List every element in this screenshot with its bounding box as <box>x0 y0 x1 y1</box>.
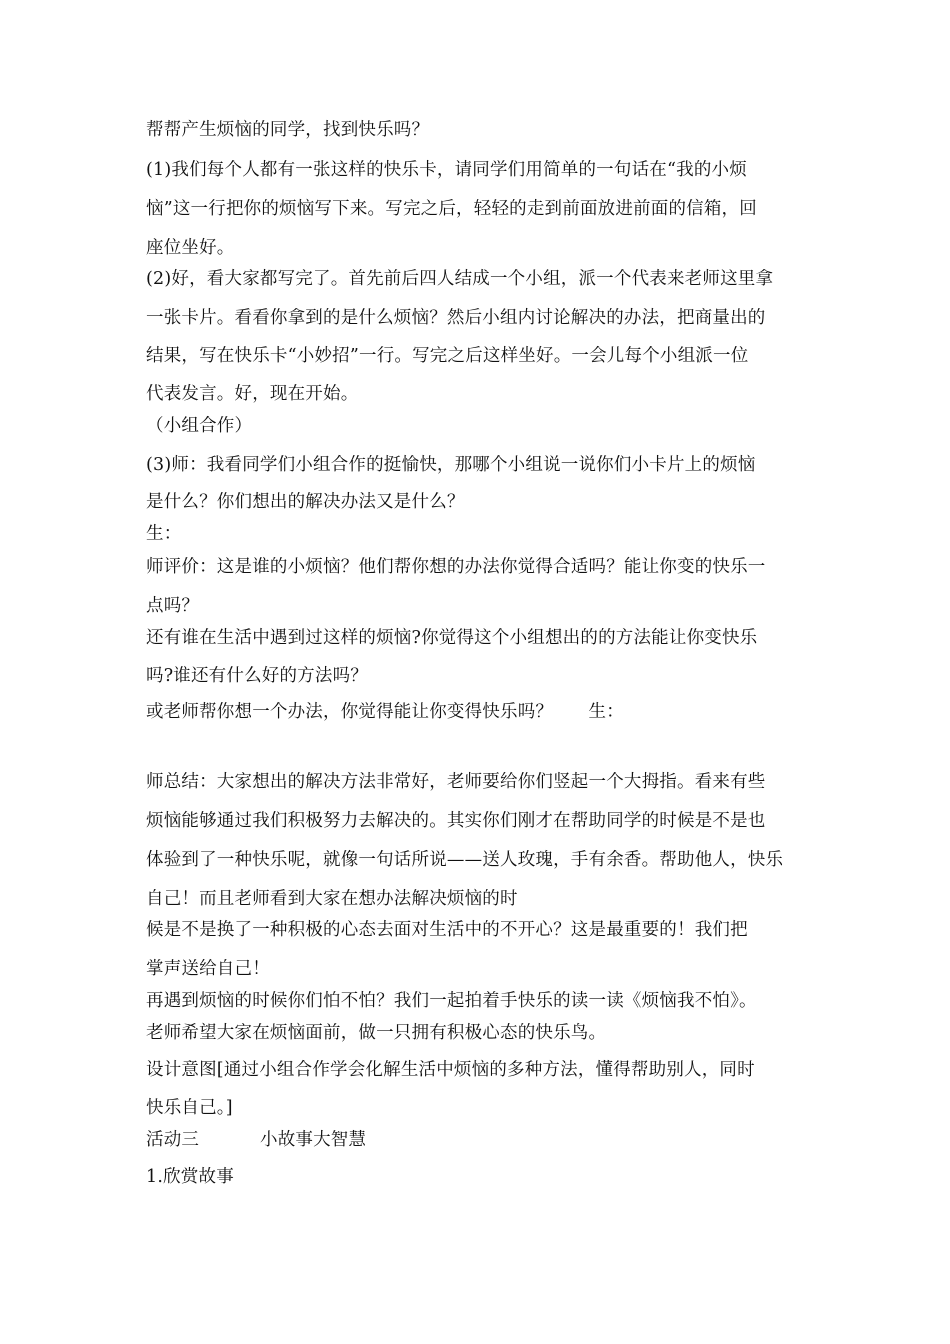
text-line: 快乐自己。] <box>146 1098 233 1118</box>
text-line: 是什么？你们想出的解决办法又是什么？ <box>146 492 465 512</box>
text-line: 或老师帮你想一个办法，你觉得能让你变得快乐吗？ 生： <box>146 702 624 722</box>
text-line: 自己！而且老师看到大家在想办法解决烦恼的时 <box>146 889 518 909</box>
text-line: 师总结：大家想出的解决方法非常好，老师要给你们竖起一个大拇指。看来有些 <box>146 772 766 792</box>
text-line: 再遇到烦恼的时候你们怕不怕？我们一起拍着手快乐的读一读《烦恼我不怕》。 <box>146 991 757 1011</box>
text-line: 候是不是换了一种积极的心态去面对生活中的不开心？这是最重要的！我们把 <box>146 920 748 940</box>
text-line: 师评价：这是谁的小烦恼？他们帮你想的办法你觉得合适吗？能让你变的快乐一 <box>146 557 766 577</box>
text-line: 一张卡片。看看你拿到的是什么烦恼？然后小组内讨论解决的办法，把商量出的 <box>146 308 766 328</box>
text-line: 体验到了一种快乐呢，就像一句话所说——送人玫瑰，手有余香。帮助他人，快乐 <box>146 850 784 870</box>
list-item: 1.欣赏故事 <box>146 1167 234 1187</box>
text-line: (3)师：我看同学们小组合作的挺愉快，那哪个小组说一说你们小卡片上的烦恼 <box>146 455 756 475</box>
text-line: 老师希望大家在烦恼面前，做一只拥有积极心态的快乐鸟。 <box>146 1023 607 1043</box>
text-line: 点吗？ <box>146 596 200 616</box>
text-line: 掌声送给自己！ <box>146 959 270 979</box>
text-line: 帮帮产生烦恼的同学，找到快乐吗？ <box>146 120 430 140</box>
text-line: 设计意图[通过小组合作学会化解生活中烦恼的多种方法，懂得帮助别人，同时 <box>146 1060 755 1080</box>
activity-title: 小故事大智慧 <box>260 1130 367 1150</box>
text-line: 生： <box>146 524 182 544</box>
text-line: (2)好，看大家都写完了。首先前后四人结成一个小组，派一个代表来老师这里拿 <box>146 269 774 289</box>
text-line: 结果，写在快乐卡“小妙招”一行。写完之后这样坐好。一会儿每个小组派一位 <box>146 346 749 366</box>
text-line: 吗?谁还有什么好的方法吗？ <box>146 666 368 686</box>
text-line: (1)我们每个人都有一张这样的快乐卡，请同学们用简单的一句话在“我的小烦 <box>146 160 747 180</box>
activity-label: 活动三 <box>146 1130 200 1150</box>
text-line: 座位坐好。 <box>146 238 235 258</box>
text-line: 恼”这一行把你的烦恼写下来。写完之后，轻轻的走到前面放进前面的信箱，回 <box>146 199 757 219</box>
text-line: 还有谁在生活中遇到过这样的烦恼?你觉得这个小组想出的的方法能让你变快乐 <box>146 628 758 648</box>
text-line: 代表发言。好，现在开始。 <box>146 384 359 404</box>
text-line: 烦恼能够通过我们积极努力去解决的。其实你们刚才在帮助同学的时候是不是也 <box>146 811 766 831</box>
text-line: （小组合作） <box>146 416 253 436</box>
